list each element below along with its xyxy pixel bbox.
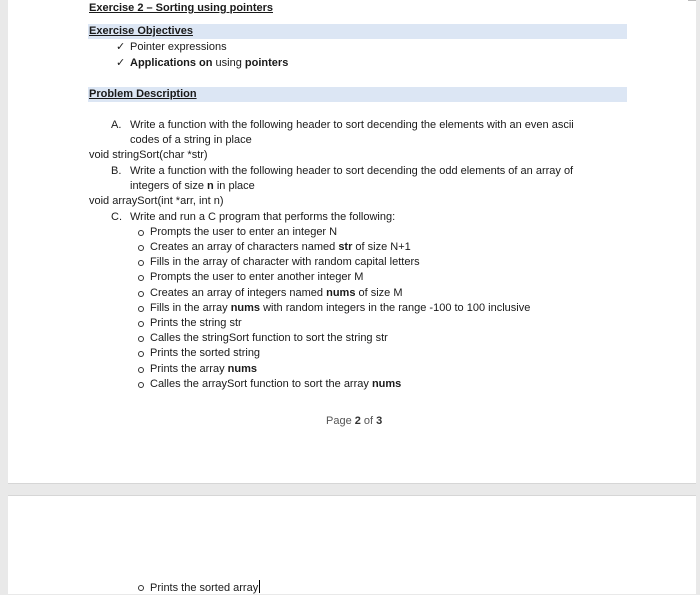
bullet-icon <box>138 306 144 312</box>
total-pages: 3 <box>376 415 383 427</box>
step-item: Prints the string str <box>150 317 242 329</box>
string-sort-header: void stringSort(char *str) <box>89 149 208 161</box>
page-number-footer <box>326 414 382 428</box>
text-cursor <box>259 580 260 593</box>
bold-text-run: n <box>207 180 214 192</box>
problem-heading: Problem Description <box>89 88 197 100</box>
bold-text-run: nums <box>371 378 402 390</box>
step-item: Fills in the array of character with random capital letters <box>150 256 420 268</box>
text-run: of size M <box>355 287 403 299</box>
bold-text-run: str <box>338 241 353 253</box>
bullet-icon <box>138 585 144 591</box>
list-marker-a: A. <box>111 119 122 131</box>
step-item <box>150 377 401 391</box>
text-run: Calles the arraySort function to sort the array <box>150 378 372 390</box>
page-corner-mark <box>688 0 696 1</box>
bullet-icon <box>138 245 144 251</box>
step-item <box>150 240 411 254</box>
bold-text-run: nums <box>326 287 356 299</box>
step-item: Prompts the user to enter another integer M <box>150 271 364 283</box>
bold-text-run: nums <box>230 302 261 314</box>
task-c-line: Write and run a C program that performs the following: <box>130 211 396 223</box>
text-run: in place <box>213 180 255 192</box>
bullet-icon <box>138 260 144 266</box>
task-a-line-1: Write a function with the following header to sort decending the elements with an even ascii <box>130 119 574 131</box>
step-item: Prints the sorted string <box>150 347 261 359</box>
bullet-icon <box>138 336 144 342</box>
text-run: Prints the array <box>150 363 228 375</box>
document-page-1 <box>8 0 696 484</box>
bullet-icon <box>138 230 144 236</box>
objective-bold-part: Applications on <box>130 57 213 69</box>
text-run: Creates an array of characters named <box>150 241 339 253</box>
text-run: Prints the sorted array <box>150 582 259 594</box>
array-sort-header: void arraySort(int *arr, int n) <box>89 195 224 207</box>
bullet-icon <box>138 367 144 373</box>
objective-item: Pointer expressions <box>130 41 227 53</box>
text-run: Creates an array of integers named <box>150 287 327 299</box>
step-item: Calles the stringSort function to sort the string str <box>150 332 388 344</box>
bullet-icon <box>138 291 144 297</box>
objective-bold-part: pointers <box>244 57 289 69</box>
bold-text-run: nums <box>227 363 257 375</box>
step-item: Prompts the user to enter an integer N <box>150 226 338 238</box>
text-run: Page <box>326 415 355 427</box>
check-icon: ✓ <box>116 57 126 69</box>
list-marker-c: C. <box>111 211 122 223</box>
step-item <box>150 286 403 300</box>
task-b-line-2 <box>130 179 255 193</box>
objective-item <box>130 56 288 70</box>
objectives-heading: Exercise Objectives <box>89 25 193 37</box>
exercise-title: Exercise 2 – Sorting using pointers <box>89 2 273 14</box>
text-run: integers of size <box>130 180 208 192</box>
task-b-line-1: Write a function with the following header to sort decending the odd elements of an array of <box>130 165 574 177</box>
objective-plain-part: using <box>212 57 245 69</box>
bullet-icon <box>138 382 144 388</box>
task-a-line-2: codes of a string in place <box>130 134 252 146</box>
check-icon: ✓ <box>116 41 126 53</box>
text-run: Fills in the array <box>150 302 231 314</box>
bullet-icon <box>138 351 144 357</box>
document-page-2[interactable] <box>8 495 696 594</box>
step-item <box>150 362 257 376</box>
list-marker-b: B. <box>111 165 122 177</box>
text-run: of <box>360 415 377 427</box>
current-page: 2 <box>354 415 361 427</box>
bullet-icon <box>138 321 144 327</box>
text-run: with random integers in the range -100 to 100 inclusive <box>260 302 531 314</box>
step-item <box>150 301 530 315</box>
text-run: of size N+1 <box>352 241 411 253</box>
bullet-icon <box>138 275 144 281</box>
